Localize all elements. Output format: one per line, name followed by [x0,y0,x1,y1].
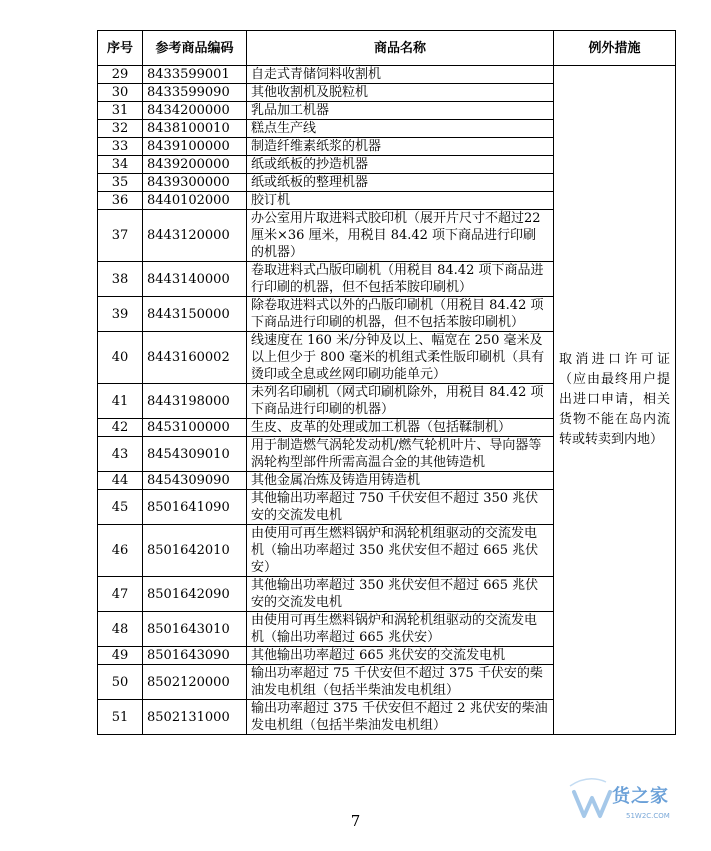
row-index: 33 [98,138,143,156]
row-name: 胶订机 [247,192,554,210]
row-name: 由使用可再生燃料锅炉和涡轮机组驱动的交流发电机（输出功率超过 665 兆伏安） [247,612,554,647]
row-code: 8443140000 [143,262,247,297]
row-name: 生皮、皮革的处理或加工机器（包括鞣制机） [247,419,554,437]
row-index: 35 [98,174,143,192]
row-index: 40 [98,332,143,384]
row-index: 41 [98,384,143,419]
row-index: 31 [98,102,143,120]
row-code: 8434200000 [143,102,247,120]
row-code: 8439300000 [143,174,247,192]
row-index: 36 [98,192,143,210]
row-name: 其他收割机及脱粒机 [247,84,554,102]
row-index: 29 [98,66,143,84]
row-index: 32 [98,120,143,138]
row-name: 输出功率超过 75 千伏安但不超过 375 千伏安的柴油发电机组（包括半柴油发电机组） [247,665,554,700]
table-header-row [98,31,676,66]
page-number: 7 [350,812,361,830]
table-row [98,66,676,84]
header-exception: 例外措施 [554,31,676,66]
row-name: 其他输出功率超过 750 千伏安但不超过 350 兆伏安的交流发电机 [247,490,554,525]
row-index: 38 [98,262,143,297]
watermark-text: 货之家 [612,786,669,807]
row-name: 乳品加工机器 [247,102,554,120]
row-index: 47 [98,577,143,612]
row-index: 50 [98,665,143,700]
row-code: 8438100010 [143,120,247,138]
row-code: 8433599001 [143,66,247,84]
row-name: 其他金属冶炼及铸造用铸造机 [247,472,554,490]
goods-table [97,30,676,735]
row-name: 除卷取进料式以外的凸版印刷机（用税目 84.42 项下商品进行印刷的机器，但不包括苯胺印刷机） [247,297,554,332]
row-code: 8443198000 [143,384,247,419]
header-name: 商品名称 [247,31,554,66]
row-index: 44 [98,472,143,490]
row-code: 8501643010 [143,612,247,647]
row-index: 37 [98,210,143,262]
row-index: 30 [98,84,143,102]
row-name: 其他输出功率超过 665 兆伏安的交流发电机 [247,647,554,665]
row-code: 8454309010 [143,437,247,472]
row-code: 8443160002 [143,332,247,384]
row-code: 8501642010 [143,525,247,577]
row-name: 线速度在 160 米/分钟及以上、幅宽在 250 毫米及以上但少于 800 毫米的机组式柔性版印刷机（具有烫印或全息或丝网印刷功能单元） [247,332,554,384]
row-index: 46 [98,525,143,577]
row-index: 48 [98,612,143,647]
row-code: 8454309090 [143,472,247,490]
exception-measure-cell [554,66,676,735]
row-name: 自走式青储饲料收割机 [247,66,554,84]
row-code: 8443150000 [143,297,247,332]
row-index: 49 [98,647,143,665]
row-name: 办公室用片取进料式胶印机（展开片尺寸不超过22 厘米×36 厘米，用税目 84.42 项下商品进行印刷的机器） [247,210,554,262]
row-code: 8440102000 [143,192,247,210]
row-index: 43 [98,437,143,472]
exception-text: 取消进口许可证（应由最终用户提出进口申请，相关货物不能在岛内流转或转卖到内地） [559,352,670,447]
row-code: 8453100000 [143,419,247,437]
row-name: 糕点生产线 [247,120,554,138]
row-code: 8502131000 [143,700,247,735]
row-name: 纸或纸板的整理机器 [247,174,554,192]
watermark-url: 51W2C.COM [626,812,670,820]
row-code: 8502120000 [143,665,247,700]
row-name: 纸或纸板的抄造机器 [247,156,554,174]
row-code: 8443120000 [143,210,247,262]
row-code: 8501643090 [143,647,247,665]
row-name: 其他输出功率超过 350 兆伏安但不超过 665 兆伏安的交流发电机 [247,577,554,612]
row-code: 8439200000 [143,156,247,174]
row-index: 45 [98,490,143,525]
header-code: 参考商品编码 [143,31,247,66]
row-name: 由使用可再生燃料锅炉和涡轮机组驱动的交流发电机（输出功率超过 350 兆伏安但不超过 665 兆伏安） [247,525,554,577]
row-index: 34 [98,156,143,174]
row-index: 51 [98,700,143,735]
row-name: 制造纤维素纸浆的机器 [247,138,554,156]
row-index: 39 [98,297,143,332]
row-code: 8501642090 [143,577,247,612]
row-code: 8501641090 [143,490,247,525]
row-index: 42 [98,419,143,437]
row-code: 8433599090 [143,84,247,102]
row-code: 8439100000 [143,138,247,156]
row-name: 未列名印刷机（网式印刷机除外，用税目 84.42 项下商品进行印刷的机器） [247,384,554,419]
row-name: 输出功率超过 375 千伏安但不超过 2 兆伏安的柴油发电机组（包括半柴油发电机组） [247,700,554,735]
header-index: 序号 [98,31,143,66]
row-name: 卷取进料式凸版印刷机（用税目 84.42 项下商品进行印刷的机器，但不包括苯胺印刷机） [247,262,554,297]
row-name: 用于制造燃气涡轮发动机/燃气轮机叶片、导向器等涡轮构型部件所需高温合金的其他铸造机 [247,437,554,472]
